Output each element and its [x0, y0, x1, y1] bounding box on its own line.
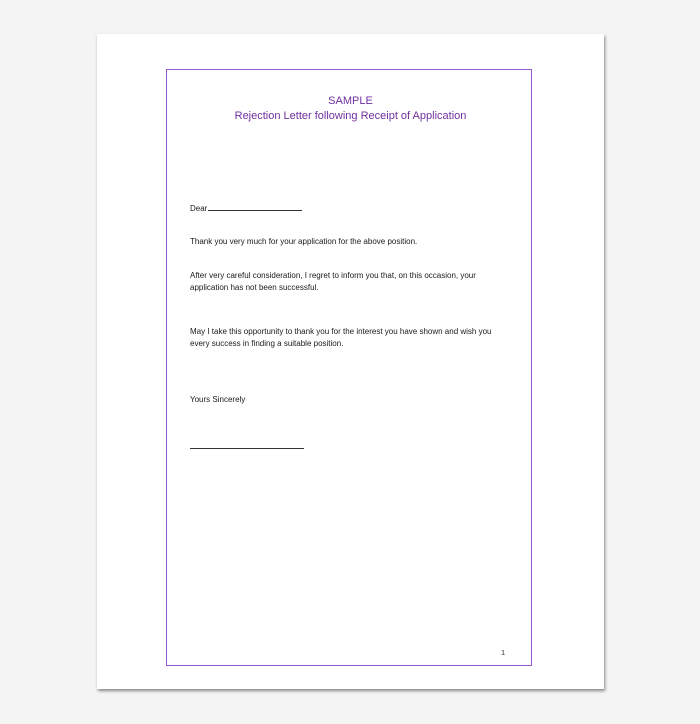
salutation-line	[190, 203, 510, 215]
signature-blank	[190, 448, 304, 449]
salutation: Dear	[190, 204, 208, 213]
document-page	[97, 34, 604, 689]
paragraph-3: May I take this opportunity to thank you for the interest you have shown and wish you every success in finding a suitable position.	[190, 327, 492, 348]
recipient-name-blank	[208, 203, 302, 211]
page-number: 1	[501, 648, 506, 657]
page-border-frame	[166, 69, 532, 666]
letter-heading: SAMPLE	[328, 95, 373, 107]
letter-subheading: Rejection Letter following Receipt of Application	[234, 110, 467, 122]
paragraph-2: After very careful consideration, I regret to inform you that, on this occasion, your application has not been successful.	[190, 271, 476, 292]
closing-text: Yours Sincerely	[190, 395, 246, 404]
paragraph-1: Thank you very much for your application for the above position.	[190, 237, 418, 246]
